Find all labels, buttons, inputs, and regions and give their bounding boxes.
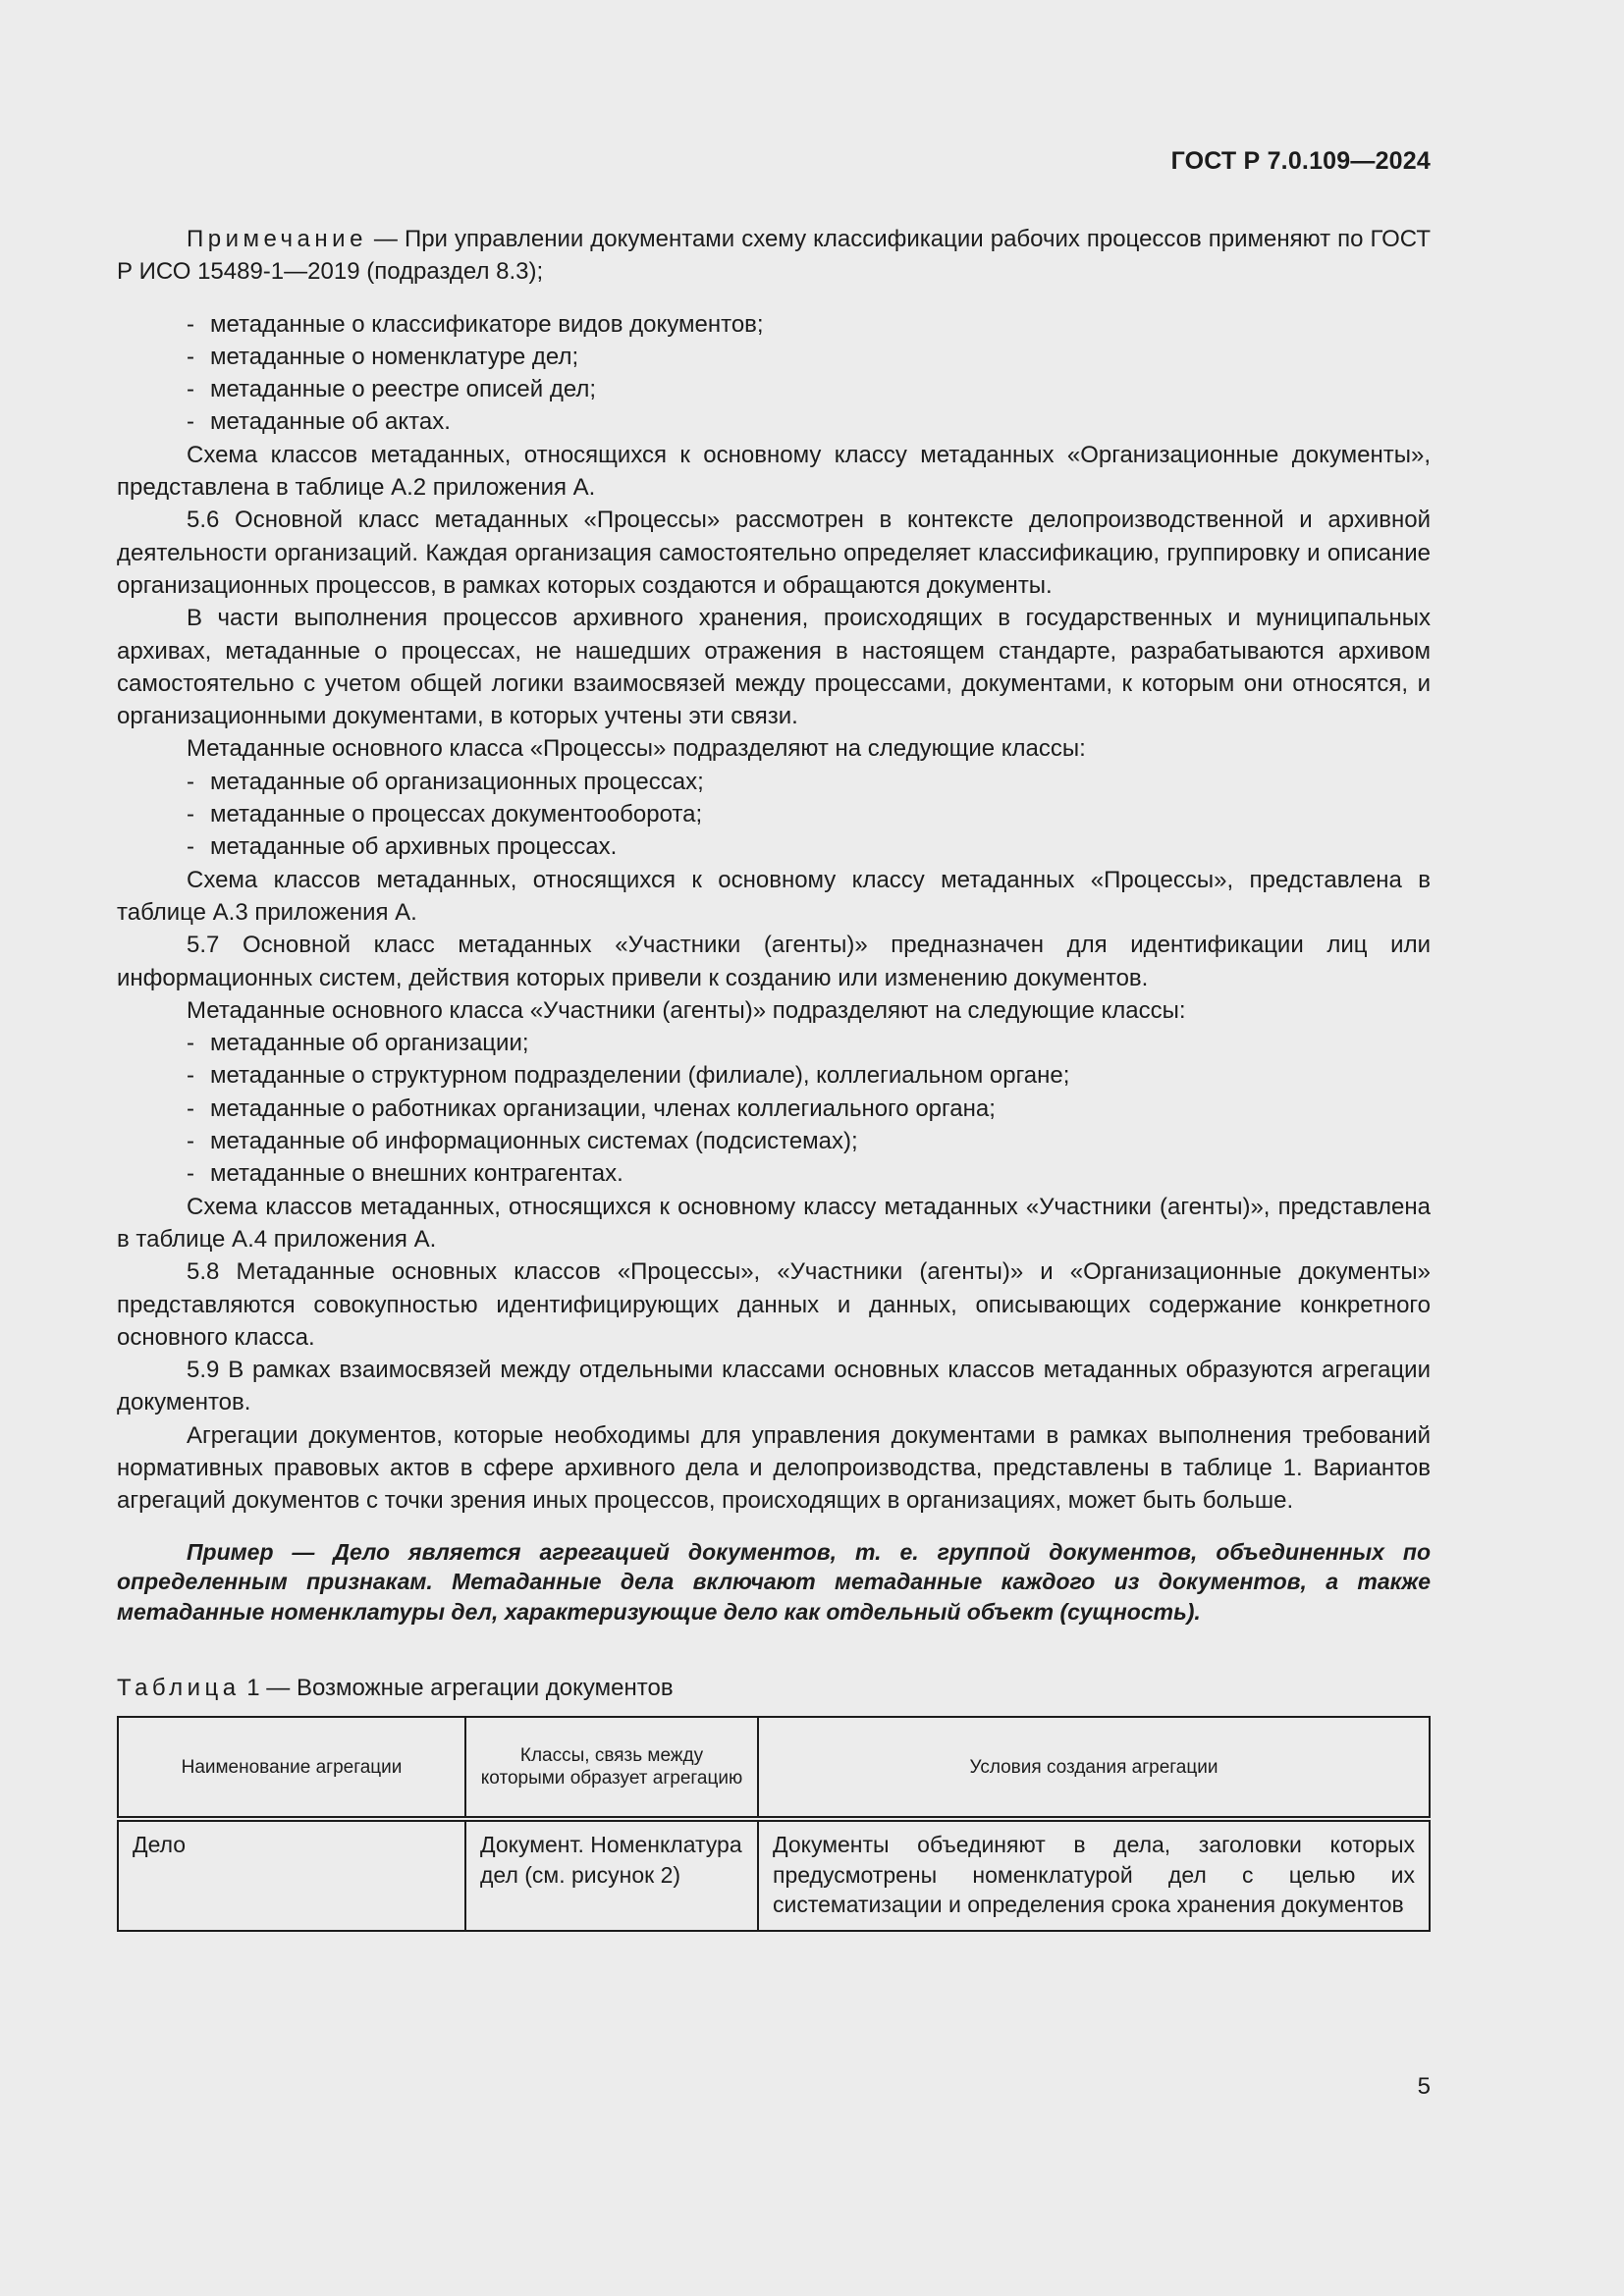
table-header-cell: Классы, связь между которыми образует агрегацию <box>465 1717 758 1819</box>
example-paragraph: Пример — Дело является агрегацией документов, т. е. группой документов, объединенных по определенным признакам. Метаданные дела включают метаданные каждого из документов, а также метаданные номенклатуры дел, характеризующие дело как отдельный объект (сущность). <box>117 1538 1431 1625</box>
metadata-list-agents <box>117 1027 1431 1190</box>
table-header-cell: Условия создания агрегации <box>758 1717 1430 1819</box>
list-item: - метаданные о процессах документооборота; <box>117 798 1431 830</box>
document-code-header: ГОСТ Р 7.0.109—2024 <box>1170 147 1431 175</box>
note-text: — При управлении документами схему классификации рабочих процессов применяют по ГОСТ Р ИСО 15489-1—2019 (подраздел 8.3); <box>117 226 1431 286</box>
list-item: - метаданные об организации; <box>117 1027 1431 1059</box>
note-paragraph <box>117 223 1431 289</box>
paragraph: Схема классов метаданных, относящихся к основному классу метаданных «Процессы», представлена в таблице А.3 приложения А. <box>117 866 1431 926</box>
table-caption <box>117 1672 1431 1704</box>
table-caption-label: Таблица <box>117 1675 241 1702</box>
list-item: - метаданные об архивных процессах. <box>117 830 1431 863</box>
list-item: - метаданные о реестре описей дел; <box>117 373 1431 405</box>
metadata-list-org-docs <box>117 308 1431 439</box>
paragraph: Схема классов метаданных, относящихся к основному классу метаданных «Организационные документы», представлена в таблице А.2 приложения А. <box>117 441 1431 502</box>
list-item: - метаданные о номенклатуре дел; <box>117 341 1431 373</box>
table-cell: Дело <box>118 1819 465 1931</box>
table-header-row <box>118 1717 1430 1819</box>
paragraph: В части выполнения процессов архивного хранения, происходящих в государственных и муниципальных архивах, метаданные о процессах, не нашедших отражения в настоящем стандарте, разрабатываются архивом самостоятельно с учетом общей логики взаимосвязей между процессами, документами, к которым они относятся, и организационными документами, в которых учтены эти связи. <box>117 605 1431 730</box>
aggregations-table <box>117 1716 1431 1932</box>
paragraph: 5.7 Основной класс метаданных «Участники (агенты)» предназначен для идентификации лиц или информационных систем, действия которых привели к созданию или изменению документов. <box>117 932 1431 991</box>
list-item: - метаданные об информационных системах (подсистемах); <box>117 1125 1431 1157</box>
table-row <box>118 1819 1430 1931</box>
list-item: - метаданные об актах. <box>117 405 1431 438</box>
table-cell: Документы объединяют в дела, заголовки которых предусмотрены номенклатурой дел с целью их систематизации и определения срока хранения документов <box>758 1819 1430 1931</box>
list-item: - метаданные о структурном подразделении (филиале), коллегиальном органе; <box>117 1059 1431 1092</box>
paragraph: 5.8 Метаданные основных классов «Процессы», «Участники (агенты)» и «Организационные документы» представляются совокупностью идентифицирующих данных и данных, описывающих содержание конкретного основного класса. <box>117 1258 1431 1351</box>
paragraph: 5.9 В рамках взаимосвязей между отдельными классами основных классов метаданных образуются агрегации документов. <box>117 1357 1431 1416</box>
list-item: - метаданные о внешних контрагентах. <box>117 1157 1431 1190</box>
page-number: 5 <box>1417 2073 1431 2100</box>
table-caption-text: 1 — Возможные агрегации документов <box>240 1675 674 1702</box>
main-content <box>117 223 1431 1932</box>
note-label: Примечание <box>187 226 367 252</box>
paragraph: Агрегации документов, которые необходимы для управления документами в рамках выполнения требований нормативных правовых актов в сфере архивного дела и делопроизводства, представлены в таблице 1. Вариантов агрегаций документов с точки зрения иных процессов, происходящих в организациях, может быть больше. <box>117 1421 1431 1515</box>
paragraph: Метаданные основного класса «Участники (агенты)» подразделяют на следующие классы: <box>187 996 1186 1024</box>
table-cell: Документ. Номенклатура дел (см. рисунок 2) <box>465 1819 758 1931</box>
list-item: - метаданные о работниках организации, членах коллегиального органа; <box>117 1093 1431 1125</box>
table-header-cell: Наименование агрегации <box>118 1717 465 1819</box>
metadata-list-processes <box>117 766 1431 864</box>
list-item: - метаданные о классификаторе видов документов; <box>117 308 1431 341</box>
paragraph: Схема классов метаданных, относящихся к основному классу метаданных «Участники (агенты)», представлена в таблице А.4 приложения А. <box>117 1193 1431 1253</box>
list-item: - метаданные об организационных процессах; <box>117 766 1431 798</box>
paragraph: 5.6 Основной класс метаданных «Процессы» рассмотрен в контексте делопроизводственной и архивной деятельности организаций. Каждая организация самостоятельно определяет классификацию, группировку и описание организационных процессов, в рамках которых создаются и обращаются документы. <box>117 507 1431 599</box>
paragraph: Метаданные основного класса «Процессы» подразделяют на следующие классы: <box>187 735 1086 763</box>
